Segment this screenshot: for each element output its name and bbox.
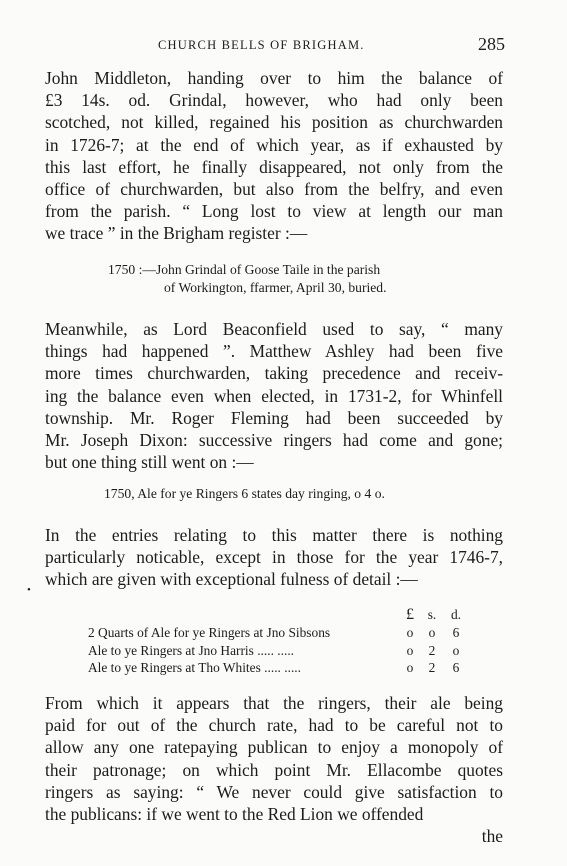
text-line: Meanwhile, as Lord Beaconfield used to say, “ many <box>45 319 503 339</box>
paragraph-2 <box>45 318 503 473</box>
text-line: In the entries relating to this matter there is nothing <box>45 525 503 545</box>
table-row <box>88 659 468 677</box>
paragraph-4 <box>45 692 503 847</box>
text-line: the publicans: if we went to the Red Lion we offended <box>45 804 424 825</box>
item-cell: 2 Quarts of Ale for ye Ringers at Jno Sibsons <box>88 625 331 640</box>
accounts-table <box>88 606 468 677</box>
text-line: £3 14s. od. Grindal, however, who had only been <box>45 90 503 111</box>
pence-header: d. <box>450 607 462 622</box>
citation-line: of Workington, ffarmer, April 30, buried. <box>164 280 387 295</box>
text-line: ringers as saying: “ We never could give satisfaction to <box>45 781 503 802</box>
text-line: particularly noticable, except in those for the year 1746-7, <box>45 547 503 568</box>
citation-line: 1750 :—John Grindal of Goose Taile in the parish <box>108 262 381 277</box>
text-line: office of churchwarden, but also from the belfry, and even <box>45 179 503 200</box>
text-line: in 1726-7; at the end of which year, as if exhausted by <box>45 134 503 155</box>
text-line: things had happened ”. Matthew Ashley had been five <box>45 341 503 362</box>
text-line: township. Mr. Roger Fleming had been succeeded by <box>45 407 503 428</box>
text-line: From which it appears that the ringers, their ale being <box>45 693 503 713</box>
text-line: which are given with exceptional fulness of detail :— <box>45 569 418 590</box>
catchword: the <box>481 826 503 847</box>
table-header-row <box>88 606 468 624</box>
text-line: scotched, not killed, regained his position as churchwarden <box>45 112 503 133</box>
pounds-cell: o <box>406 625 414 640</box>
shillings-cell: o <box>428 625 436 640</box>
paragraph-1 <box>45 67 503 245</box>
item-cell: Ale to ye Ringers at Jno Harris ..... ..... <box>88 642 295 658</box>
text-line: from the parish. “ Long lost to view at length our man <box>45 201 503 222</box>
text-line: ing the balance even when elected, in 1731-2, for Whinfell <box>45 385 503 406</box>
text-line: more times churchwarden, taking precedence and receiv- <box>45 363 503 384</box>
pounds-cell: o <box>406 660 414 675</box>
shillings-cell: 2 <box>428 660 436 675</box>
text-line: their patronage; on which point Mr. Ellacombe quotes <box>45 759 503 780</box>
table-row <box>88 642 468 660</box>
text-line: this last effort, he finally disappeared, not only from the <box>45 156 503 177</box>
page-number: 285 <box>478 34 505 54</box>
text-line: allow any one ratepaying publican to enjoy a monopoly of <box>45 737 503 758</box>
text-line: we trace ” in the Brigham register :— <box>45 223 308 244</box>
text-line: Mr. Joseph Dixon: successive ringers had come and gone; <box>45 430 503 451</box>
paragraph-3 <box>45 524 503 591</box>
text-line: paid for out of the church rate, had to be careful not to <box>45 715 503 736</box>
pence-cell: 6 <box>452 660 460 675</box>
register-citation <box>108 261 387 297</box>
running-title: CHURCH BELLS OF BRIGHAM. <box>158 38 365 52</box>
table-row <box>88 624 468 642</box>
text-line: but one thing still went on :— <box>45 452 254 473</box>
text-line: John Middleton, handing over to him the balance of <box>45 68 503 88</box>
item-cell: Ale to ye Ringers at Tho Whites ..... ..... <box>88 660 301 675</box>
pounds-cell: o <box>406 642 414 658</box>
pounds-header: £ <box>406 606 414 623</box>
pence-cell: 6 <box>452 625 460 640</box>
shillings-header: s. <box>427 607 437 622</box>
shillings-cell: 2 <box>428 642 436 658</box>
pence-cell: o <box>452 642 460 658</box>
page-header <box>0 36 567 56</box>
margin-mark: • <box>27 584 31 596</box>
ale-citation: 1750, Ale for ye Ringers 6 states day ringing, o 4 o. <box>104 486 385 501</box>
